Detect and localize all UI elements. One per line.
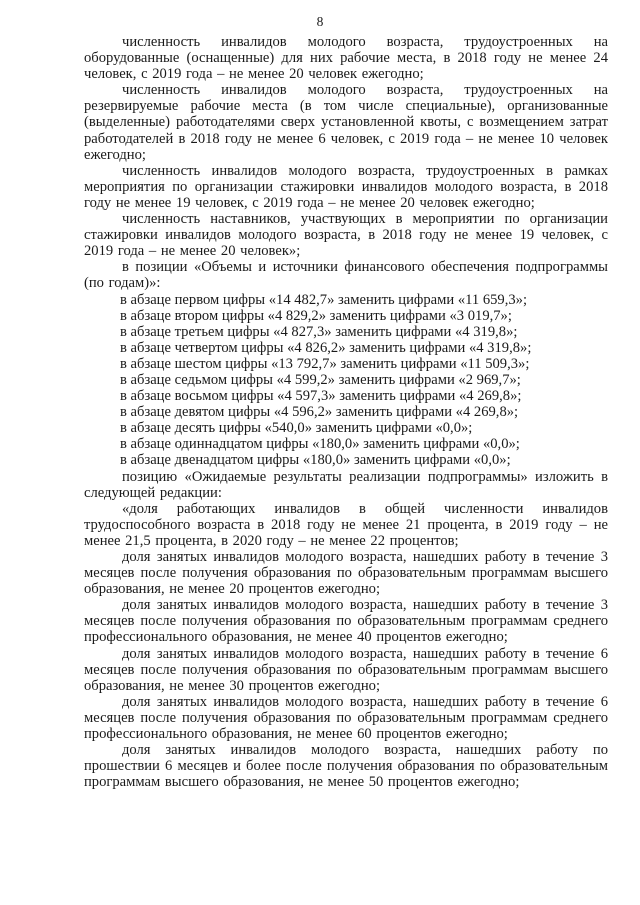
paragraph-share-6-months-higher-ed: доля занятых инвалидов молодого возраста, нашедших работу в течение 6 месяцев после получения образования по образовательным программам высшего образования, не менее 30 процентов ежегодно;	[84, 645, 608, 694]
paragraph-share-after-6-months-higher-ed: доля занятых инвалидов молодого возраста, нашедших работу по прошествии 6 месяцев и более после получения образования по образовательным программам высшего образования, не менее 50 процентов ежегодно;	[84, 742, 608, 791]
replacement-item: в абзаце четвертом цифры «4 826,2» заменить цифрами «4 319,8»;	[120, 339, 532, 356]
replacement-item: в абзаце втором цифры «4 829,2» заменить цифрами «3 019,7»;	[120, 307, 512, 324]
paragraph-share-3-months-vocational: доля занятых инвалидов молодого возраста, нашедших работу в течение 3 месяцев после получения образования по образовательным программам среднего профессионального образования, не менее 40 процентов ежегодно;	[84, 597, 608, 646]
document-body	[84, 34, 608, 790]
replacement-item: в абзаце первом цифры «14 482,7» заменить цифрами «11 659,3»;	[120, 291, 528, 308]
paragraph-expected-results-position: позицию «Ожидаемые результаты реализации подпрограммы» изложить в следующей редакции:	[84, 468, 608, 501]
paragraph-working-disabled-share: «доля работающих инвалидов в общей численности инвалидов трудоспособного возраста в 2018 году не менее 21 процента, в 2019 году – не менее 21,5 процента, в 2020 году – не менее 22 процентов;	[84, 500, 608, 549]
paragraph-share-6-months-vocational: доля занятых инвалидов молодого возраста, нашедших работу в течение 6 месяцев после получения образования по образовательным программам среднего профессионального образования, не менее 60 процентов ежегодно;	[84, 693, 608, 743]
replacement-item: в абзаце седьмом цифры «4 599,2» заменить цифрами «2 969,7»;	[120, 371, 521, 388]
replacement-item: в абзаце девятом цифры «4 596,2» заменить цифрами «4 269,8»;	[120, 404, 519, 421]
replacement-item: в абзаце одиннадцатом цифры «180,0» заменить цифрами «0,0»;	[120, 436, 520, 453]
paragraph-disabled-employed-equipped: численность инвалидов молодого возраста, трудоустроенных на оборудованные (оснащенные) для них рабочие места, в 2018 году не менее 24 человек, с 2019 года – не менее 20 человек ежегодно;	[84, 34, 608, 83]
replacement-item: в абзаце двенадцатом цифры «180,0» заменить цифрами «0,0»;	[120, 452, 511, 469]
paragraph-share-3-months-higher-ed: доля занятых инвалидов молодого возраста, нашедших работу в течение 3 месяцев после получения образования по образовательным программам высшего образования, не менее 20 процентов ежегодно;	[84, 549, 608, 598]
replacement-item: в абзаце восьмом цифры «4 597,3» заменить цифрами «4 269,8»;	[120, 388, 522, 405]
page-number: 8	[316, 14, 324, 29]
paragraph-mentors-count: численность наставников, участвующих в мероприятии по организации стажировки инвалидов молодого возраста, в 2018 году не менее 19 человек, с 2019 года – не менее 20 человек»;	[84, 211, 608, 260]
paragraph-funding-position: в позиции «Объемы и источники финансового обеспечения подпрограммы (по годам)»:	[84, 259, 608, 292]
replacement-item: в абзаце третьем цифры «4 827,3» заменить цифрами «4 319,8»;	[120, 323, 518, 340]
replacement-item: в абзаце десять цифры «540,0» заменить цифрами «0,0»;	[120, 420, 473, 437]
replacement-item: в абзаце шестом цифры «13 792,7» заменить цифрами «11 509,3»;	[120, 355, 530, 372]
paragraph-disabled-employed-reserved: численность инвалидов молодого возраста, трудоустроенных на резервируемые рабочие места (в том числе специальные), организованные (выделенные) работодателями сверх установленной квоты, с возмещением затрат работодателей в 2018 году не менее 6 человек, с 2019 года – не менее 10 человек ежегодно;	[84, 82, 608, 163]
paragraph-disabled-employed-internship: численность инвалидов молодого возраста, трудоустроенных в рамках мероприятия по организации стажировки инвалидов молодого возраста, в 2018 году не менее 19 человек, с 2019 года – не менее 20 человек ежегодно;	[84, 162, 608, 211]
